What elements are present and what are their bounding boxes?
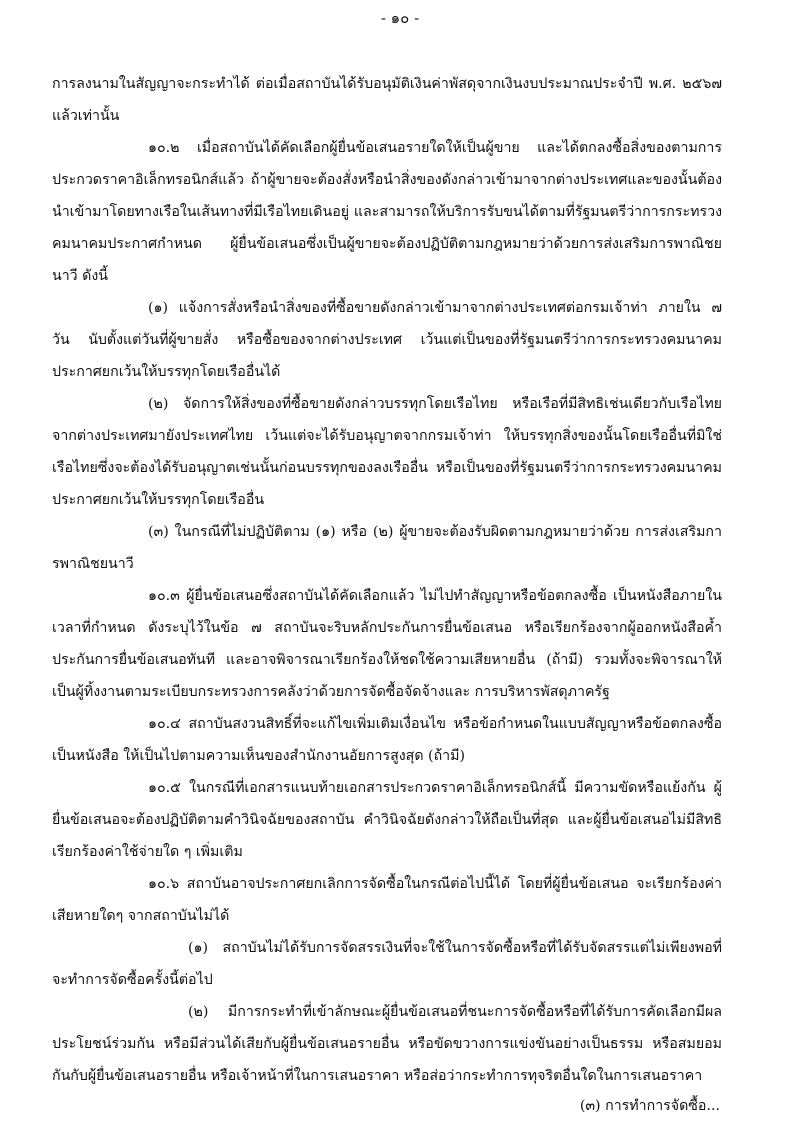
document-body [52, 68, 722, 1092]
paragraph-10-2: ๑๐.๒ เมื่อสถาบันได้คัดเลือกผู้ยื่นข้อเสนอรายใดให้เป็นผู้ขาย และได้ตกลงซื้อสิ่งของตามการประกวดราคาอิเล็กทรอนิกส์แล้ว ถ้าผู้ขายจะต้องสั่งหรือนำสิ่งของดังกล่าวเข้ามาจากต่างประเทศและของนั้นต้องนำเข้ามาโดยทางเรือในเส้นทางที่มีเรือไทยเดินอยู่ และสามารถให้บริการรับขนได้ตามที่รัฐมนตรีว่าการกระทรวงคมนาคมประกาศกำหนด ผู้ยื่นข้อเสนอซึ่งเป็นผู้ขายจะต้องปฏิบัติตามกฎหมายว่าด้วยการส่งเสริมการพาณิชยนาวี ดังนี้ [52, 140, 722, 284]
paragraph-10-2-item-3: (๓) ในกรณีที่ไม่ปฏิบัติตาม (๑) หรือ (๒) ผู้ขายจะต้องรับผิดตามกฎหมายว่าด้วย การส่งเสริมการพาณิชยนาวี [52, 524, 722, 572]
paragraph-10-4: ๑๐.๔ สถาบันสงวนสิทธิ์ที่จะแก้ไขเพิ่มเติมเงื่อนไข หรือข้อกำหนดในแบบสัญญาหรือข้อตกลงซื้อเป็นหนังสือ ให้เป็นไปตามความเห็นของสำนักงานอัยการสูงสุด (ถ้ามี) [52, 716, 722, 764]
paragraph-10-6: ๑๐.๖ สถาบันอาจประกาศยกเลิกการจัดซื้อในกรณีต่อไปนี้ได้ โดยที่ผู้ยื่นข้อเสนอ จะเรียกร้องค่าเสียหายใดๆ จากสถาบันไม่ได้ [52, 876, 722, 924]
continuation-marker: (๓) การทำการจัดซื้อ... [579, 1098, 720, 1114]
paragraph-signing-condition: การลงนามในสัญญาจะกระทำได้ ต่อเมื่อสถาบันได้รับอนุมัติเงินค่าพัสดุจากเงินงบประมาณประจำปี พ.ศ. ๒๕๖๗ แล้วเท่านั้น [52, 76, 722, 124]
page-number: - ๑๐ - [380, 9, 420, 27]
paragraph-10-2-item-1: (๑) แจ้งการสั่งหรือนำสิ่งของที่ซื้อขายดังกล่าวเข้ามาจากต่างประเทศต่อกรมเจ้าท่า ภายใน ๗ วัน นับตั้งแต่วันที่ผู้ขายสั่ง หรือซื้อของจากต่างประเทศ เว้นแต่เป็นของที่รัฐมนตรีว่าการกระทรวงคมนาคมประกาศยกเว้นให้บรรทุกโดยเรืออื่นได้ [52, 300, 722, 380]
paragraph-10-2-item-2: (๒) จัดการให้สิ่งของที่ซื้อขายดังกล่าวบรรทุกโดยเรือไทย หรือเรือที่มีสิทธิเช่นเดียวกับเรือไทยจากต่างประเทศมายังประเทศไทย เว้นแต่จะได้รับอนุญาตจากกรมเจ้าท่า ให้บรรทุกสิ่งของนั้นโดยเรืออื่นที่มิใช่เรือไทยซึ่งจะต้องได้รับอนุญาตเช่นนั้นก่อนบรรทุกของลงเรืออื่น หรือเป็นของที่รัฐมนตรีว่าการกระทรวงคมนาคมประกาศยกเว้นให้บรรทุกโดยเรืออื่น [52, 396, 722, 508]
paragraph-10-3: ๑๐.๓ ผู้ยื่นข้อเสนอซึ่งสถาบันได้คัดเลือกแล้ว ไม่ไปทำสัญญาหรือข้อตกลงซื้อ เป็นหนังสือภายในเวลาที่กำหนด ดังระบุไว้ในข้อ ๗ สถาบันจะริบหลักประกันการยื่นข้อเสนอ หรือเรียกร้องจากผู้ออกหนังสือค้ำประกันการยื่นข้อเสนอทันที และอาจพิจารณาเรียกร้องให้ชดใช้ความเสียหายอื่น (ถ้ามี) รวมทั้งจะพิจารณาให้เป็นผู้ทิ้งงานตามระเบียบกระทรวงการคลังว่าด้วยการจัดซื้อจัดจ้างและ การบริหารพัสดุภาครัฐ [52, 588, 722, 700]
paragraph-10-5: ๑๐.๕ ในกรณีที่เอกสารแนบท้ายเอกสารประกวดราคาอิเล็กทรอนิกส์นี้ มีความขัดหรือแย้งกัน ผู้ยื่นข้อเสนอจะต้องปฏิบัติตามคำวินิจฉัยของสถาบัน คำวินิจฉัยดังกล่าวให้ถือเป็นที่สุด และผู้ยื่นข้อเสนอไม่มีสิทธิเรียกร้องค่าใช้จ่ายใด ๆ เพิ่มเติม [52, 780, 722, 860]
paragraph-10-6-item-2: (๒) มีการกระทำที่เข้าลักษณะผู้ยื่นข้อเสนอที่ชนะการจัดซื้อหรือที่ได้รับการคัดเลือกมีผลประโยชน์ร่วมกัน หรือมีส่วนได้เสียกับผู้ยื่นข้อเสนอรายอื่น หรือขัดขวางการแข่งขันอย่างเป็นธรรม หรือสมยอมกันกับผู้ยื่นข้อเสนอรายอื่น หรือเจ้าหน้าที่ในการเสนอราคา หรือส่อว่ากระทำการทุจริตอื่นใดในการเสนอราคา [52, 1004, 722, 1084]
paragraph-10-6-item-1: (๑) สถาบันไม่ได้รับการจัดสรรเงินที่จะใช้ในการจัดซื้อหรือที่ได้รับจัดสรรแต่ไม่เพียงพอที่จะทำการจัดซื้อครั้งนี้ต่อไป [52, 940, 722, 988]
